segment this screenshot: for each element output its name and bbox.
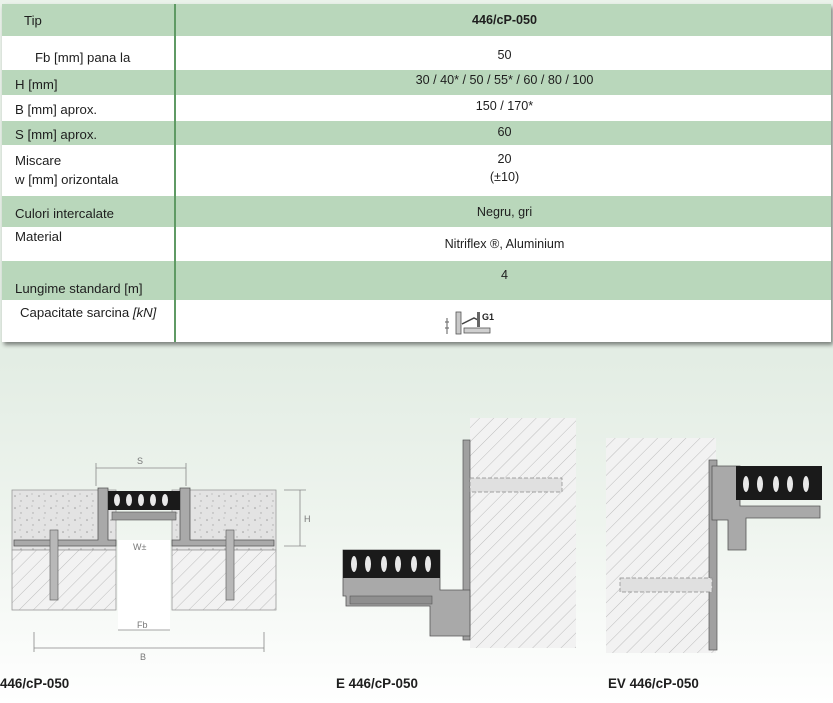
dim-h: H xyxy=(304,514,311,524)
load-capacity-icon xyxy=(444,308,498,338)
table-row xyxy=(2,227,831,261)
table-row xyxy=(2,121,831,145)
dim-b: B xyxy=(140,652,147,662)
row-value: 4 xyxy=(500,268,508,282)
svg-text:G1: G1 xyxy=(482,312,495,322)
table-row xyxy=(2,300,831,342)
technical-drawings xyxy=(0,360,833,675)
column-divider xyxy=(174,4,176,342)
table-row xyxy=(2,261,831,300)
row-label: Fb [mm] pana la xyxy=(35,50,131,65)
row-label: Culori intercalate xyxy=(15,206,114,221)
table-row xyxy=(2,39,831,69)
dim-w: W± xyxy=(133,542,147,552)
row-label: S [mm] aprox. xyxy=(15,127,98,142)
table-header-row xyxy=(2,4,831,36)
spec-table xyxy=(2,4,831,342)
table-row xyxy=(2,96,831,121)
dim-s: S xyxy=(137,456,144,466)
row-label: H [mm] xyxy=(15,77,58,92)
row-label: Lungime standard [m] xyxy=(15,281,143,296)
drawing-floor-joint xyxy=(12,456,311,662)
dim-fb: Fb xyxy=(137,620,148,630)
table-row xyxy=(2,196,831,227)
row-value: 150 / 170* xyxy=(475,99,534,113)
caption-drawing-1: 446/cP-050 xyxy=(0,676,70,691)
row-value: 30 / 40* / 50 / 55* / 60 / 80 / 100 xyxy=(415,73,594,87)
row-label: Material xyxy=(15,229,62,244)
row-label: w [mm] orizontala xyxy=(15,172,119,187)
row-label: Miscare xyxy=(15,153,62,168)
drawing-wall-corner-joint xyxy=(606,438,822,653)
drawing-wall-joint xyxy=(343,418,576,648)
row-value: Negru, gri xyxy=(476,205,533,219)
caption-drawing-2: E 446/cP-050 xyxy=(336,676,418,691)
table-row xyxy=(2,146,831,192)
caption-drawing-3: EV 446/cP-050 xyxy=(608,676,699,691)
row-value: (±10) xyxy=(489,170,520,184)
row-label: B [mm] aprox. xyxy=(15,102,98,117)
row-value: 60 xyxy=(497,125,512,139)
row-value: 50 xyxy=(497,48,512,62)
table-row xyxy=(2,70,831,95)
header-label: Tip xyxy=(24,13,42,28)
row-value: 20 xyxy=(497,152,512,166)
row-label: Capacitate sarcina [kN] xyxy=(20,305,157,320)
header-value: 446/cP-050 xyxy=(471,13,538,27)
row-value: Nitriflex ®, Aluminium xyxy=(444,237,565,251)
